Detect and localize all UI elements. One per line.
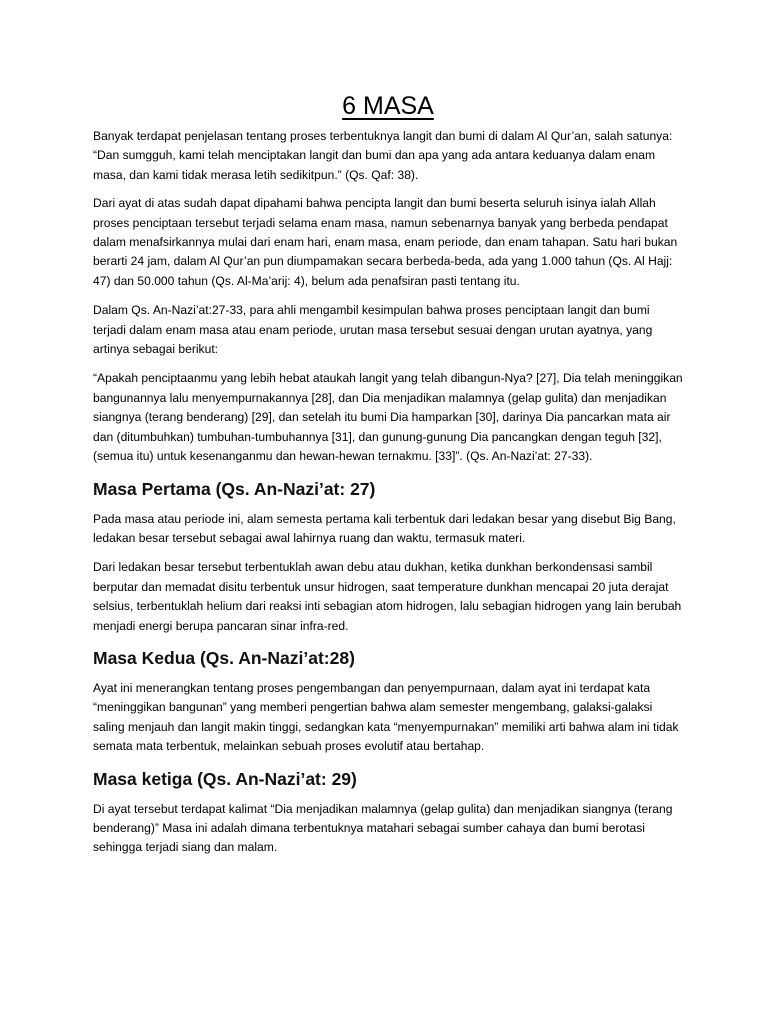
section-heading-masa-ketiga: Masa ketiga (Qs. An-Nazi’at: 29): [93, 768, 357, 789]
section-3-paragraph-1: Di ayat tersebut terdapat kalimat “Dia menjadikan malamnya (gelap gulita) dan menjadikan siangnya (terang benderang)” Masa ini adalah dimana terbentuknya matahari sebagai sumber cahaya dan bumi berotasi sehingga terjadi siang dan malam.: [93, 801, 673, 855]
document-page: [93, 0, 683, 858]
section-heading-masa-kedua: Masa Kedua (Qs. An-Nazi’at:28): [93, 647, 355, 668]
intro-paragraph-3: Dalam Qs. An-Nazi’at:27-33, para ahli mengambil kesimpulan bahwa proses penciptaan langit dan bumi terjadi dalam enam masa atau enam periode, urutan masa tersebut sesuai dengan urutan ayatnya, yang artinya sebagai berikut:: [93, 303, 653, 357]
section-2-paragraph-1: Ayat ini menerangkan tentang proses pengembangan dan penyempurnaan, dalam ayat ini terdapat kata “meninggikan bangunan” yang memberi pengertian bahwa alam semester mengembang, galaksi-galaksi saling menjauh dan langit makin tinggi, sedangkan kata “menyempurnakan” memiliki arti bahwa alam ini tidak semata mata terbentuk, melainkan sebuah proses evolutif atau bertahap.: [93, 680, 679, 754]
intro-paragraph-2: Dari ayat di atas sudah dapat dipahami bahwa pencipta langit dan bumi beserta seluruh isinya ialah Allah proses penciptaan tersebut terjadi selama enam masa, namun sebenarnya banyak yang berbeda pendapat dalam menafsirkannya mulai dari enam hari, enam masa, enam periode, dan enam tahapan. Satu hari bukan berarti 24 jam, dalam Al Qur’an pun diumpamakan secara berbeda-beda, ada yang 1.000 tahun (Qs. Al Hajj: 47) dan 50.000 tahun (Qs. Al-Ma’arij: 4), belum ada penafsiran pasti tentang itu.: [93, 196, 678, 288]
section-1-paragraph-2: Dari ledakan besar tersebut terbentuklah awan debu atau dukhan, ketika dunkhan berkondensasi sambil berputar dan memadat disitu terbentuk unsur hidrogen, saat temperature dunkhan mencapai 20 juta derajat selsius, terbentuklah helium dari reaksi inti sebagian atom hidrogen, lalu sebagian hidrogen yang lain berubah menjadi energi berupa pancaran sinar infra-red.: [93, 560, 682, 633]
section-1-paragraph-1: Pada masa atau periode ini, alam semesta pertama kali terbentuk dari ledakan besar yang disebut Big Bang, ledakan besar tersebut sebagai awal lahirnya ruang dan waktu, termasuk materi.: [93, 511, 676, 545]
quran-quote-paragraph: “Apakah penciptaanmu yang lebih hebat ataukah langit yang telah dibangun-Nya? [27], Dia telah meninggikan bangunannya lalu menyempurnakannya [28], dan Dia menjadikan malamnya (gelap gulita) dan menjadikan siangnya (terang benderang) [29], dan setelah itu bumi Dia hamparkan [30], darinya Dia pancarkan mata air dan (ditumbuhkan) tumbuhan-tumbuhannya [31], dan gunung-gunung Dia pancangkan dengan teguh [32], (semua itu) untuk kesenanganmu dan hewan-hewan ternakmu. [33]”. (Qs. An-Nazi’at: 27-33).: [93, 371, 683, 464]
intro-paragraph-1: Banyak terdapat penjelasan tentang proses terbentuknya langit dan bumi di dalam Al Qur’an, salah satunya: “Dan sumgguh, kami telah menciptakan langit dan bumi dan apa yang ada antara keduanya dalam enam masa, dan kami tidak merasa letih sedikitpun.” (Qs. Qaf: 38).: [93, 129, 673, 182]
document-title: 6 MASA: [342, 92, 434, 120]
section-heading-masa-pertama: Masa Pertama (Qs. An-Nazi’at: 27): [93, 478, 376, 499]
